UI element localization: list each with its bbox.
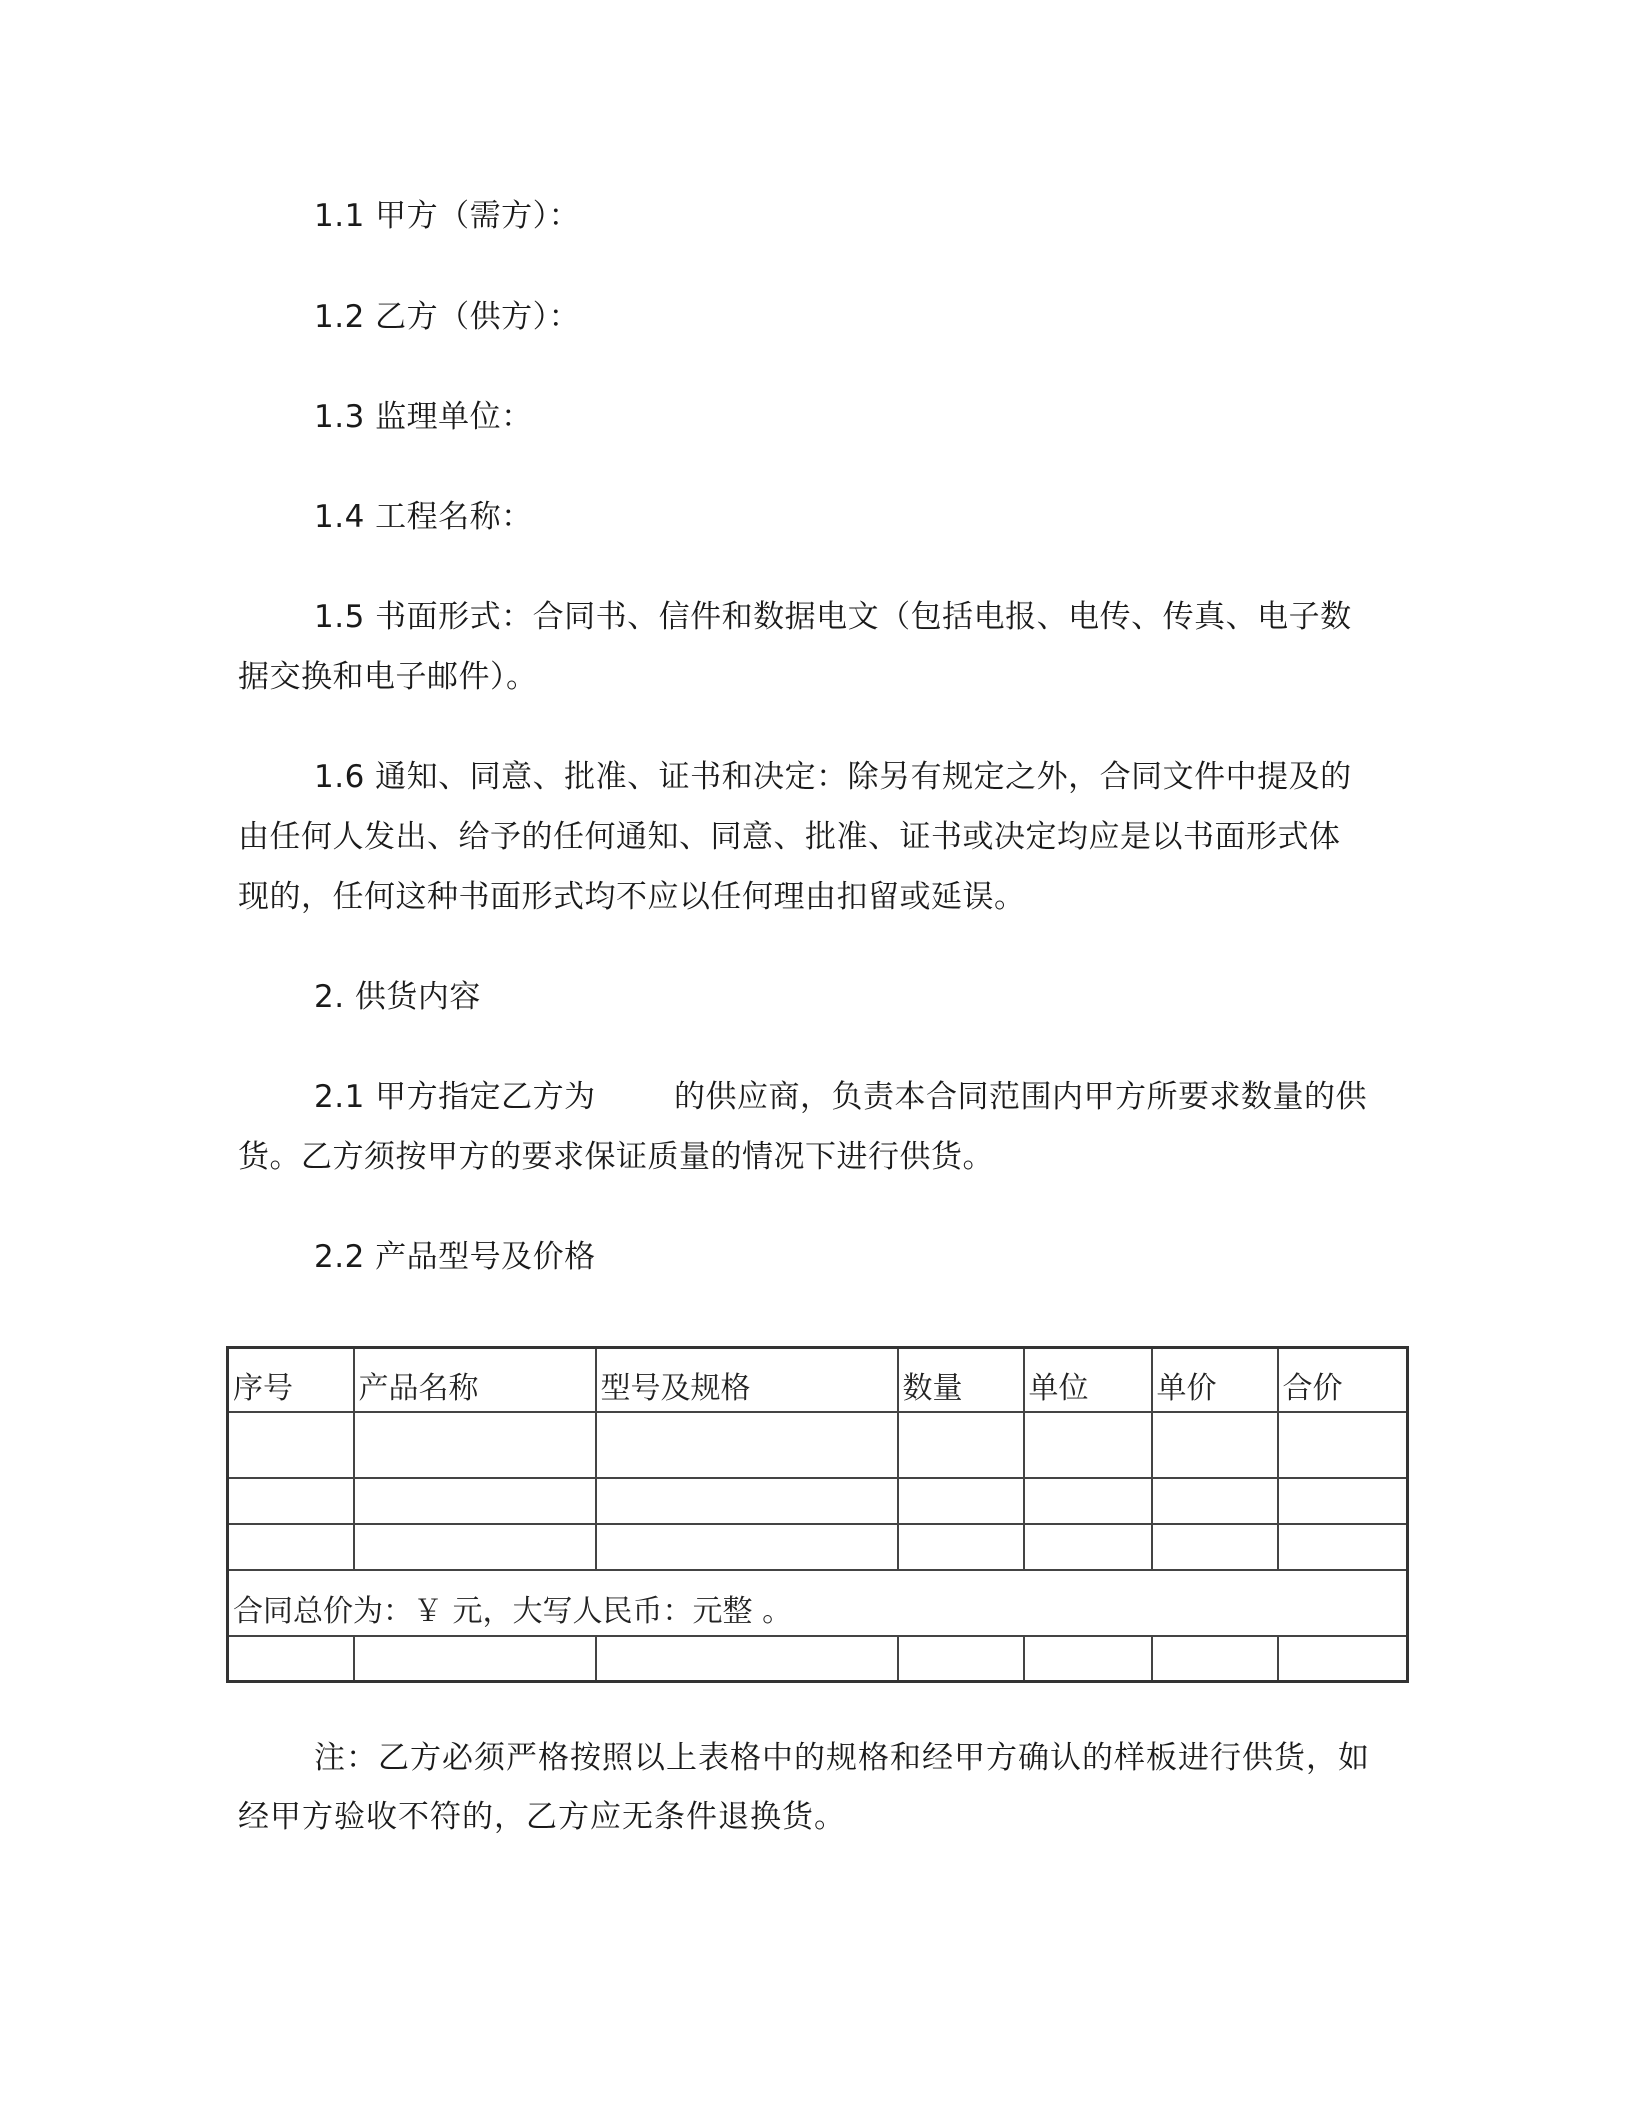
table-cell	[1278, 1524, 1408, 1570]
table-cell	[1152, 1524, 1278, 1570]
table-cell	[1278, 1412, 1408, 1478]
header-quantity: 数量	[898, 1348, 1024, 1412]
table-cell	[1278, 1636, 1408, 1682]
table-total-row	[228, 1570, 1408, 1636]
header-model-spec: 型号及规格	[596, 1348, 898, 1412]
clause-1-6-line-1: 1.6 通知、同意、批准、证书和决定：除另有规定之外，合同文件中提及的	[314, 759, 1352, 795]
clause-1-6-line-2: 由任何人发出、给予的任何通知、同意、批准、证书或决定均应是以书面形式体	[238, 819, 1341, 855]
table-row	[228, 1524, 1408, 1570]
table-cell	[1152, 1478, 1278, 1524]
table-cell	[1024, 1412, 1152, 1478]
clause-2-1-line-1-end: 的供应商，负责本合同范围内甲方所要求数量的供	[674, 1079, 1367, 1115]
table-row	[228, 1636, 1408, 1682]
note-line-1: 注：乙方必须严格按照以上表格中的规格和经甲方确认的样板进行供货，如	[314, 1740, 1370, 1776]
table-cell	[354, 1412, 596, 1478]
table-cell	[354, 1524, 596, 1570]
table-cell	[354, 1636, 596, 1682]
contract-total-price: 合同总价为：￥ 元，大写人民币：元整 。	[228, 1570, 1408, 1636]
table-cell	[228, 1524, 354, 1570]
table-cell	[1024, 1636, 1152, 1682]
clause-1-4: 1.4 工程名称：	[314, 499, 533, 535]
table-cell	[596, 1478, 898, 1524]
section-2-title: 2. 供货内容	[314, 979, 481, 1015]
header-unit: 单位	[1024, 1348, 1152, 1412]
table-cell	[596, 1412, 898, 1478]
clause-2-2: 2.2 产品型号及价格	[314, 1239, 596, 1275]
clause-1-1: 1.1 甲方（需方）：	[314, 198, 581, 234]
table-cell	[1152, 1412, 1278, 1478]
clause-1-3: 1.3 监理单位：	[314, 399, 533, 435]
clause-1-5-line-2: 据交换和电子邮件）。	[238, 659, 538, 695]
clause-2-1-line-2: 货。乙方须按甲方的要求保证质量的情况下进行供货。	[238, 1139, 994, 1175]
table-header-row	[228, 1348, 1408, 1412]
table-cell	[354, 1478, 596, 1524]
table-cell	[228, 1636, 354, 1682]
header-index: 序号	[228, 1348, 354, 1412]
header-product-name: 产品名称	[354, 1348, 596, 1412]
table-cell	[898, 1524, 1024, 1570]
header-total-price: 合价	[1278, 1348, 1408, 1412]
table-cell	[596, 1636, 898, 1682]
table-cell	[898, 1478, 1024, 1524]
table-cell	[1278, 1478, 1408, 1524]
table-cell	[596, 1524, 898, 1570]
clause-1-2: 1.2 乙方（供方）：	[314, 299, 581, 335]
table-cell	[228, 1478, 354, 1524]
header-unit-price: 单价	[1152, 1348, 1278, 1412]
product-price-table	[226, 1346, 1409, 1683]
note-line-2: 经甲方验收不符的，乙方应无条件退换货。	[238, 1799, 846, 1835]
clause-2-1-line-1-start: 2.1 甲方指定乙方为	[314, 1079, 596, 1115]
table-cell	[1152, 1636, 1278, 1682]
clause-1-5-line-1: 1.5 书面形式：合同书、信件和数据电文（包括电报、电传、传真、电子数	[314, 599, 1352, 635]
clause-1-6-line-3: 现的，任何这种书面形式均不应以任何理由扣留或延误。	[238, 879, 1026, 915]
table-cell	[1024, 1524, 1152, 1570]
table-row	[228, 1478, 1408, 1524]
table-cell	[1024, 1478, 1152, 1524]
table-cell	[898, 1412, 1024, 1478]
table-row	[228, 1412, 1408, 1478]
table-cell	[228, 1412, 354, 1478]
table-cell	[898, 1636, 1024, 1682]
